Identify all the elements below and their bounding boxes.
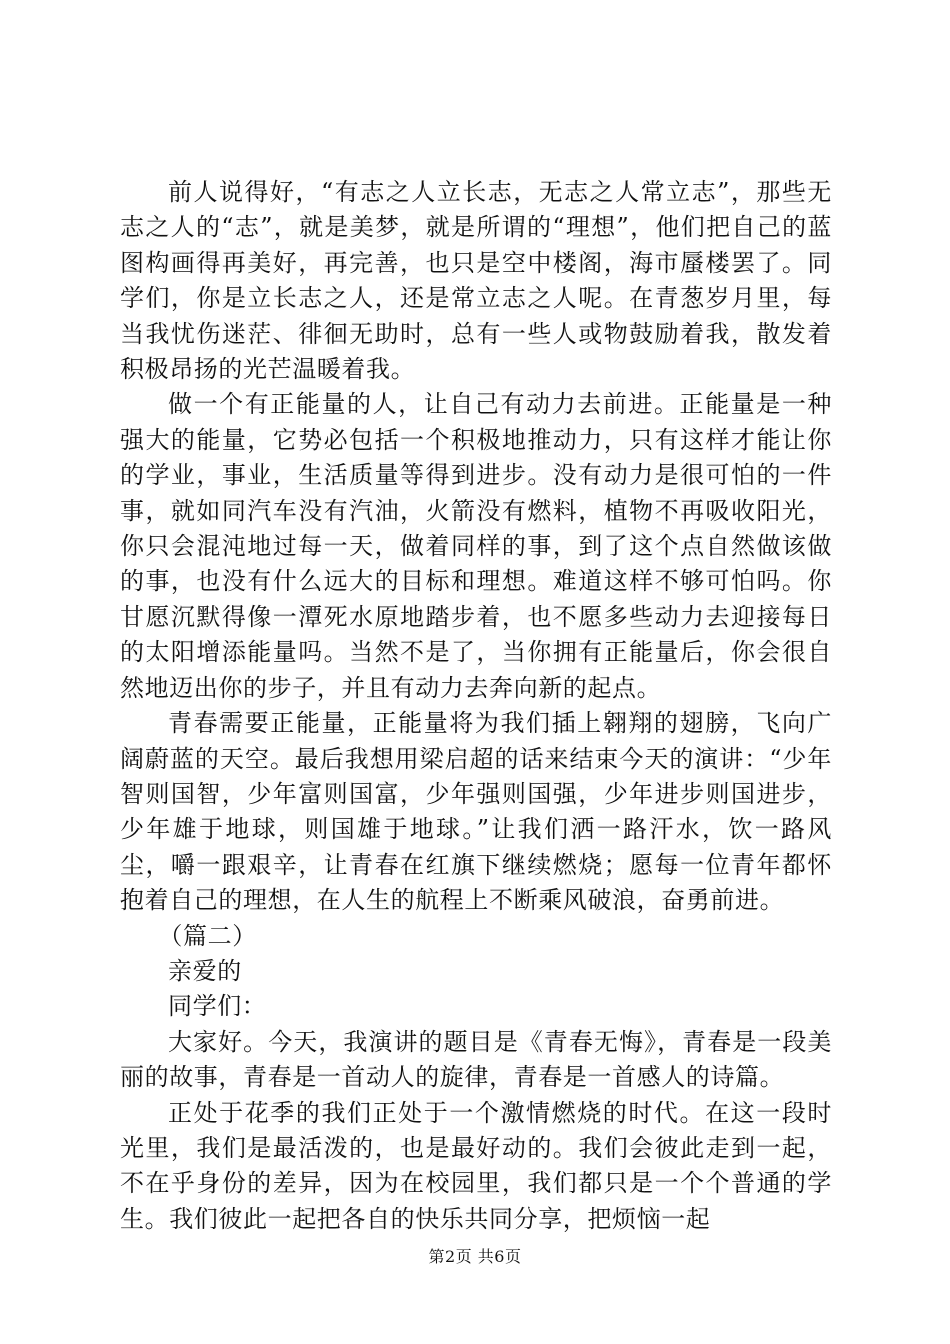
paragraph: 青春需要正能量，正能量将为我们插上翱翔的翅膀，飞向广阔蔚蓝的天空。最后我想用梁启超的话来结束今天的演讲：“少年智则国智，少年富则国富，少年强则国强，少年进步则国进步，少年雄于地球，则国雄于地球。”让我们洒一路汗水，饮一路风尘，嚼一跟艰辛，让青春在红旗下继续燃烧；愿每一位青年都怀抱着自己的理想，在人生的航程上不断乘风破浪，奋勇前进。: [120, 709, 832, 915]
document-body: [120, 175, 832, 1237]
salutation-line: 亲爱的: [168, 956, 242, 985]
section-label: （篇二）: [158, 921, 257, 950]
paragraph: 做一个有正能量的人，让自己有动力去前进。正能量是一种强大的能量，它势必包括一个积极地推动力，只有这样才能让你的学业，事业，生活质量等得到进步。没有动力是很可怕的一件事，就如同汽车没有汽油，火箭没有燃料，植物不再吸收阳光，你只会混沌地过每一天，做着同样的事，到了这个点自然做该做的事，也没有什么远大的目标和理想。难道这样不够可怕吗。你甘愿沉默得像一潭死水原地踏步着，也不愿多些动力去迎接每日的太阳增添能量吗。当然不是了，当你拥有正能量后，你会很自然地迈出你的步子，并且有动力去奔向新的起点。: [120, 390, 832, 702]
paragraph: 大家好。今天，我演讲的题目是《青春无悔》，青春是一段美丽的故事，青春是一首动人的旋律，青春是一首感人的诗篇。: [120, 1027, 832, 1092]
paragraph: 正处于花季的我们正处于一个激情燃烧的时代。在这一段时光里，我们是最活泼的，也是最好动的。我们会彼此走到一起，不在乎身份的差异，因为在校园里，我们都只是一个个普通的学生。我们彼此一起把各自的快乐共同分享，把烦恼一起: [120, 1098, 832, 1233]
paragraph: 前人说得好，“有志之人立长志，无志之人常立志”，那些无志之人的“志”，就是美梦，就是所谓的“理想”，他们把自己的蓝图构画得再美好，再完善，也只是空中楼阁，海市蜃楼罢了。同学们，你是立长志之人，还是常立志之人呢。在青葱岁月里，每当我忧伤迷茫、徘徊无助时，总有一些人或物鼓励着我，散发着积极昂扬的光芒温暖着我。: [120, 178, 832, 384]
salutation-line: 同学们：: [168, 992, 267, 1021]
page-number: 第2页 共6页: [428, 1247, 522, 1266]
page-footer: [0, 1244, 950, 1267]
